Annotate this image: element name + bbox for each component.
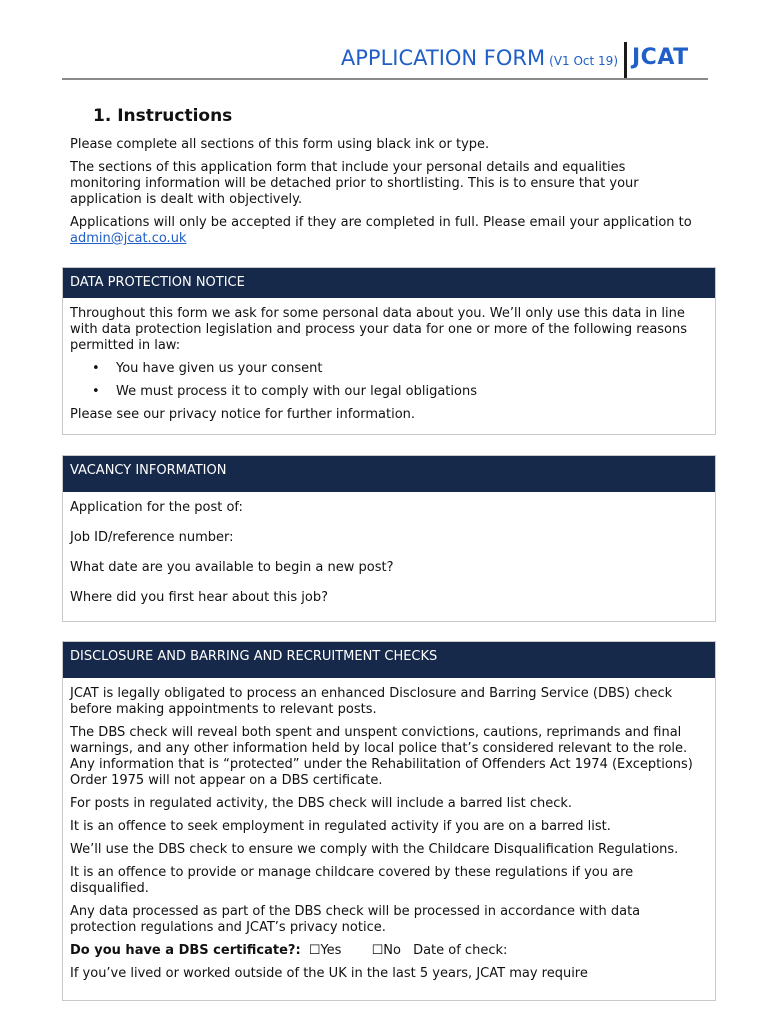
header-divider bbox=[624, 42, 627, 78]
data-protection-body bbox=[63, 298, 715, 423]
email-link[interactable]: admin@jcat.co.uk bbox=[70, 231, 187, 246]
vacancy-box bbox=[62, 455, 716, 622]
instructions-p1: Please complete all sections of this form using black ink or type. bbox=[70, 137, 490, 152]
disclosure-p7: Any data processed as part of the DBS check will be processed in accordance with data protection regulations and JCAT’s privacy notice. bbox=[70, 904, 641, 935]
disclosure-title: DISCLOSURE AND BARRING AND RECRUITMENT CHECKS bbox=[63, 642, 715, 678]
list-item: • We must process it to comply with our legal obligations bbox=[70, 384, 708, 400]
vacancy-body bbox=[63, 492, 715, 606]
disclosure-p1: JCAT is legally obligated to process an enhanced Disclosure and Barring Service (DBS) check before making appointments to relevant posts. bbox=[70, 686, 673, 717]
data-protection-title: DATA PROTECTION NOTICE bbox=[63, 268, 715, 298]
jcat-logo: JCAT bbox=[632, 45, 689, 70]
instructions-text bbox=[70, 137, 700, 247]
disclosure-p4: It is an offence to seek employment in regulated activity if you are on a barred list. bbox=[70, 819, 611, 834]
dbs-question-row bbox=[70, 943, 708, 959]
post-field[interactable]: Application for the post of: bbox=[70, 500, 243, 515]
instructions-heading: 1. Instructions bbox=[93, 106, 233, 126]
page-header bbox=[62, 42, 708, 80]
data-protection-outro: Please see our privacy notice for further information. bbox=[70, 407, 416, 422]
form-version: (V1 Oct 19) bbox=[549, 54, 618, 68]
data-protection-intro: Throughout this form we ask for some personal data about you. We’ll only use this data in line with data protection legislation and process your data for one or more of the following reasons permitted in law: bbox=[70, 306, 688, 353]
form-title: APPLICATION FORM (V1 Oct 19) bbox=[340, 46, 618, 70]
vacancy-title: VACANCY INFORMATION bbox=[63, 456, 715, 492]
dbs-question: Do you have a DBS certificate?: bbox=[70, 943, 301, 958]
disclosure-p5: We’ll use the DBS check to ensure we comply with the Childcare Disqualification Regulations. bbox=[70, 842, 679, 857]
dbs-date-field[interactable]: Date of check: bbox=[413, 943, 508, 958]
dbs-yes-checkbox[interactable]: ☐Yes bbox=[308, 943, 342, 958]
data-protection-list bbox=[70, 361, 708, 400]
disclosure-p3: For posts in regulated activity, the DBS check will include a barred list check. bbox=[70, 796, 573, 811]
instructions-p2: The sections of this application form that include your personal details and equalities monitoring information will be detached prior to shortlisting. This is to ensure that your application is dealt with objectively. bbox=[70, 160, 639, 207]
disclosure-last-line: If you’ve lived or worked outside of the UK in the last 5 years, JCAT may require bbox=[70, 966, 588, 981]
source-field[interactable]: Where did you first hear about this job? bbox=[70, 590, 328, 605]
start-date-field[interactable]: What date are you available to begin a new post? bbox=[70, 560, 394, 575]
disclosure-p2: The DBS check will reveal both spent and unspent convictions, cautions, reprimands and final warnings, and any other information held by local police that’s considered relevant to the role. Any information that is “protected” under the Rehabilitation of Offenders Act 1974 (Exceptions) Order 1975 will not appear on a DBS certificate. bbox=[70, 725, 693, 788]
instructions-p3: Applications will only be accepted if they are completed in full. Please email your application to admin@jcat.co.uk bbox=[70, 215, 692, 246]
disclosure-box bbox=[62, 641, 716, 1001]
disclosure-p6: It is an offence to provide or manage childcare covered by these regulations if you are disqualified. bbox=[70, 865, 634, 896]
list-item: • You have given us your consent bbox=[70, 361, 708, 377]
data-protection-box bbox=[62, 267, 716, 435]
dbs-no-checkbox[interactable]: ☐No bbox=[371, 943, 401, 958]
job-id-field[interactable]: Job ID/reference number: bbox=[70, 530, 234, 545]
disclosure-body bbox=[63, 678, 715, 982]
